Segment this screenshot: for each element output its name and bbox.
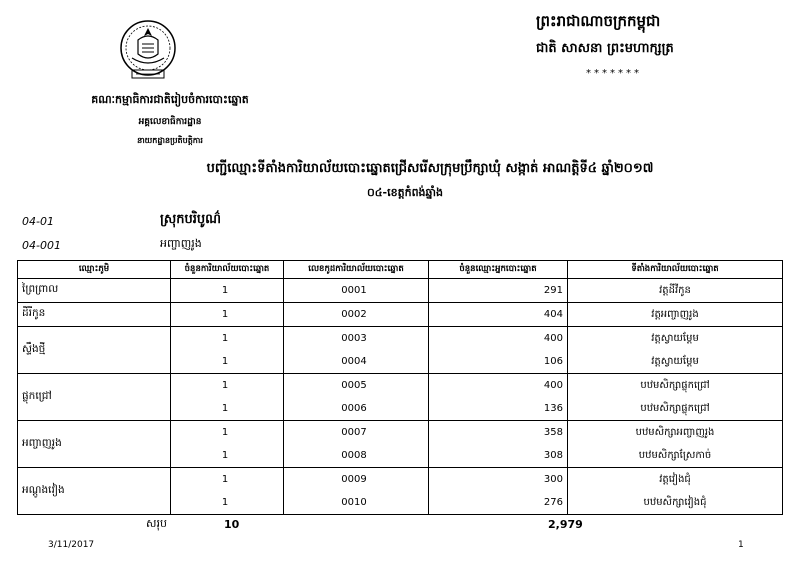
header-location: ទីតាំងការិយាល័យបោះឆ្នោត: [568, 261, 783, 279]
station-count: 1: [171, 444, 284, 468]
table-row: [18, 374, 783, 398]
station-count: 1: [171, 303, 284, 327]
voter-count: 400: [429, 327, 568, 351]
province-name: ០៤-ខេត្តកំពង់ឆ្នាំង: [366, 186, 443, 199]
district-code: 04-01: [22, 215, 54, 228]
station-location: វត្តស្វាយម្ដែម: [568, 327, 783, 351]
table-row: [18, 303, 783, 327]
office-name: នាយកដ្ឋានប្រតិបត្តិការ: [137, 136, 203, 145]
station-location: បឋមសិក្សាផ្លុកជ្រៅ: [568, 374, 783, 398]
table-row: [18, 421, 783, 445]
station-location: វត្តវៀងជុំ: [568, 468, 783, 492]
voter-count: 404: [429, 303, 568, 327]
total-label: សរុប: [146, 517, 167, 530]
station-code: 0003: [284, 327, 429, 351]
village-name: ផ្លុកជ្រៅ: [18, 374, 171, 421]
station-code: 0001: [284, 279, 429, 303]
polling-station-table: [17, 260, 783, 515]
header-village: ឈ្មោះភូមិ: [18, 261, 171, 279]
station-location: វត្តអញ្ចាញរូង: [568, 303, 783, 327]
document-title: បញ្ជីឈ្មោះទីតាំងការិយាល័យបោះឆ្នោតជ្រើសរើសក្រុមប្រឹក្សាឃុំ សង្កាត់ អាណត្តិទី៤ ឆ្នាំ២០១៧: [206, 161, 654, 176]
national-motto: ជាតិ សាសនា ព្រះមហាក្សត្រ: [536, 41, 674, 56]
header-voter-count: ចំនួនឈ្មោះអ្នកបោះឆ្នោត: [429, 261, 568, 279]
station-count: 1: [171, 279, 284, 303]
station-location: បឋមសិក្សាស្រែកាច់: [568, 444, 783, 468]
commune-name: អញ្ចាញរូង: [160, 237, 202, 250]
station-count: 1: [171, 350, 284, 374]
voter-count: 106: [429, 350, 568, 374]
village-name: ព្រៃព្រាល: [18, 279, 171, 303]
kingdom-title: ព្រះរាជាណាចក្រកម្ពុជា: [536, 12, 661, 30]
station-count: 1: [171, 421, 284, 445]
station-code: 0010: [284, 491, 429, 515]
station-count: 1: [171, 468, 284, 492]
footer-date: 3/11/2017: [48, 540, 95, 550]
voter-count: 300: [429, 468, 568, 492]
voter-count: 400: [429, 374, 568, 398]
station-count: 1: [171, 374, 284, 398]
station-code: 0005: [284, 374, 429, 398]
station-location: បឋមសិក្សាអញ្ចាញរូង: [568, 421, 783, 445]
district-name: ស្រុកបរិបូណ៌: [160, 212, 222, 227]
village-name: អញ្ចាញរូង: [18, 421, 171, 468]
table-row: [18, 468, 783, 492]
header-station-code: លេខកូដការិយាល័យបោះឆ្នោត: [284, 261, 429, 279]
nec-emblem-icon: [118, 18, 178, 82]
organization-name: គណៈកម្មាធិការជាតិរៀបចំការបោះឆ្នោត: [91, 93, 249, 106]
page-number: 1: [738, 540, 744, 550]
motto-stars: *******: [586, 68, 642, 79]
total-voter-count: 2,979: [548, 518, 583, 531]
station-count: 1: [171, 327, 284, 351]
station-location: បឋមសិក្សាផ្លុកជ្រៅ: [568, 397, 783, 421]
station-code: 0004: [284, 350, 429, 374]
station-count: 1: [171, 397, 284, 421]
voter-count: 358: [429, 421, 568, 445]
station-location: វត្តដីវីកូន: [568, 279, 783, 303]
village-name: អណ្ដូងវៀង: [18, 468, 171, 515]
station-code: 0009: [284, 468, 429, 492]
village-name: ស្ទឹងថ្មី: [18, 327, 171, 374]
station-code: 0008: [284, 444, 429, 468]
station-count: 1: [171, 491, 284, 515]
header-station-count: ចំនួនការិយាល័យបោះឆ្នោត: [171, 261, 284, 279]
village-name: ដីរីកូន: [18, 303, 171, 327]
commune-code: 04-001: [22, 239, 61, 252]
station-location: វត្តស្វាយម្ដែម: [568, 350, 783, 374]
voter-count: 136: [429, 397, 568, 421]
voter-count: 276: [429, 491, 568, 515]
table-row: [18, 327, 783, 351]
station-location: បឋមសិក្សាវៀងជុំ: [568, 491, 783, 515]
station-code: 0006: [284, 397, 429, 421]
voter-count: 291: [429, 279, 568, 303]
station-code: 0007: [284, 421, 429, 445]
station-code: 0002: [284, 303, 429, 327]
voter-count: 308: [429, 444, 568, 468]
table-row: [18, 279, 783, 303]
department-name: អគ្គលេខាធិការដ្ឋាន: [138, 117, 202, 127]
total-station-count: 10: [224, 518, 240, 531]
